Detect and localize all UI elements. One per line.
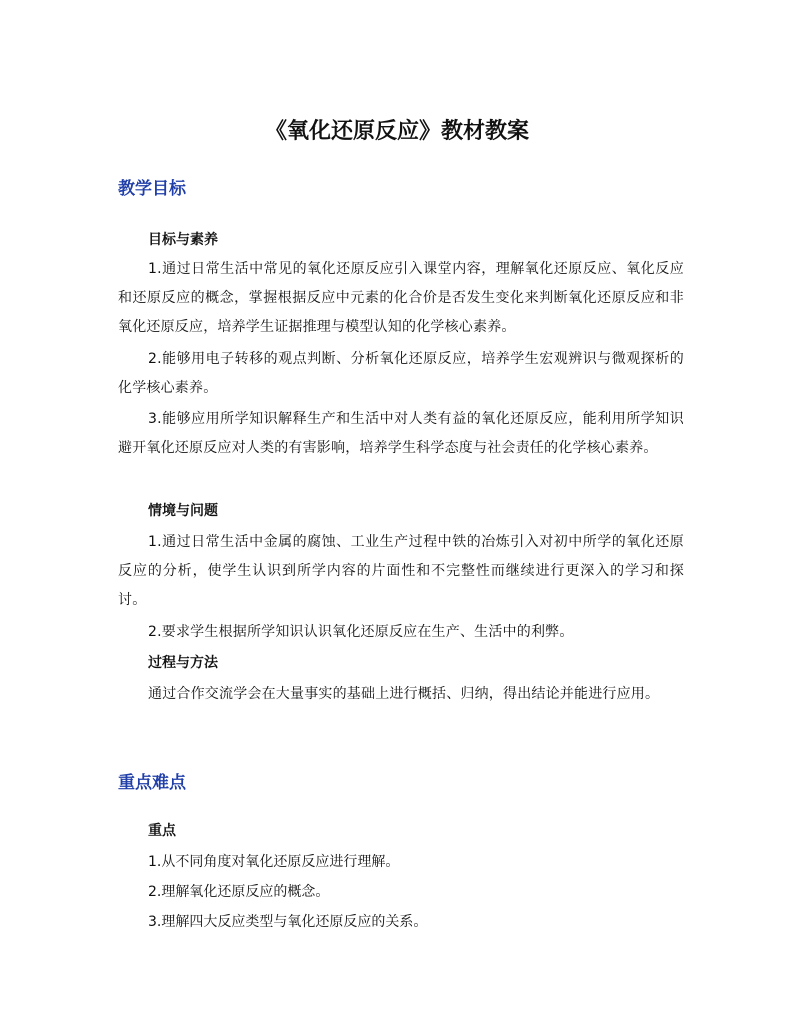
key-point-item: 3.理解四大反应类型与氧化还原反应的关系。 <box>148 914 428 930</box>
context-paragraph-1: 1.通过日常生活中金属的腐蚀、工业生产过程中铁的冶炼引入对初中所学的氧化还原反应的分析，使学生认识到所学内容的片面性和不完整性而继续进行更深入的学习和探讨。 <box>118 534 684 608</box>
subheading-goals: 目标与素养 <box>148 232 218 248</box>
section-heading-key-points: 重点难点 <box>118 773 186 793</box>
key-point-item: 2.理解氧化还原反应的概念。 <box>148 884 330 900</box>
section-heading-objectives: 教学目标 <box>118 179 186 199</box>
process-paragraph-1: 通过合作交流学会在大量事实的基础上进行概括、归纳，得出结论并能进行应用。 <box>148 686 660 702</box>
subheading-key: 重点 <box>148 823 176 839</box>
goals-paragraph-2: 2.能够用电子转移的观点判断、分析氧化还原反应，培养学生宏观辨识与微观探析的化学核心素养。 <box>118 351 684 396</box>
subheading-context: 情境与问题 <box>148 503 218 519</box>
key-point-item: 1.从不同角度对氧化还原反应进行理解。 <box>148 854 400 870</box>
goals-paragraph-1: 1.通过日常生活中常见的氧化还原反应引入课堂内容，理解氧化还原反应、氧化反应和还原反应的概念，掌握根据反应中元素的化合价是否发生变化来判断氧化还原反应和非氧化还原反应，培养学生证据推理与模型认知的化学核心素养。 <box>118 261 684 335</box>
goals-paragraph-3: 3.能够应用所学知识解释生产和生活中对人类有益的氧化还原反应，能利用所学知识避开氧化还原反应对人类的有害影响，培养学生科学态度与社会责任的化学核心素养。 <box>118 411 684 456</box>
context-paragraph-2: 2.要求学生根据所学知识认识氧化还原反应在生产、生活中的利弊。 <box>148 624 574 640</box>
document-title: 《氧化还原反应》教材教案 <box>264 119 529 144</box>
subheading-process: 过程与方法 <box>148 655 218 671</box>
